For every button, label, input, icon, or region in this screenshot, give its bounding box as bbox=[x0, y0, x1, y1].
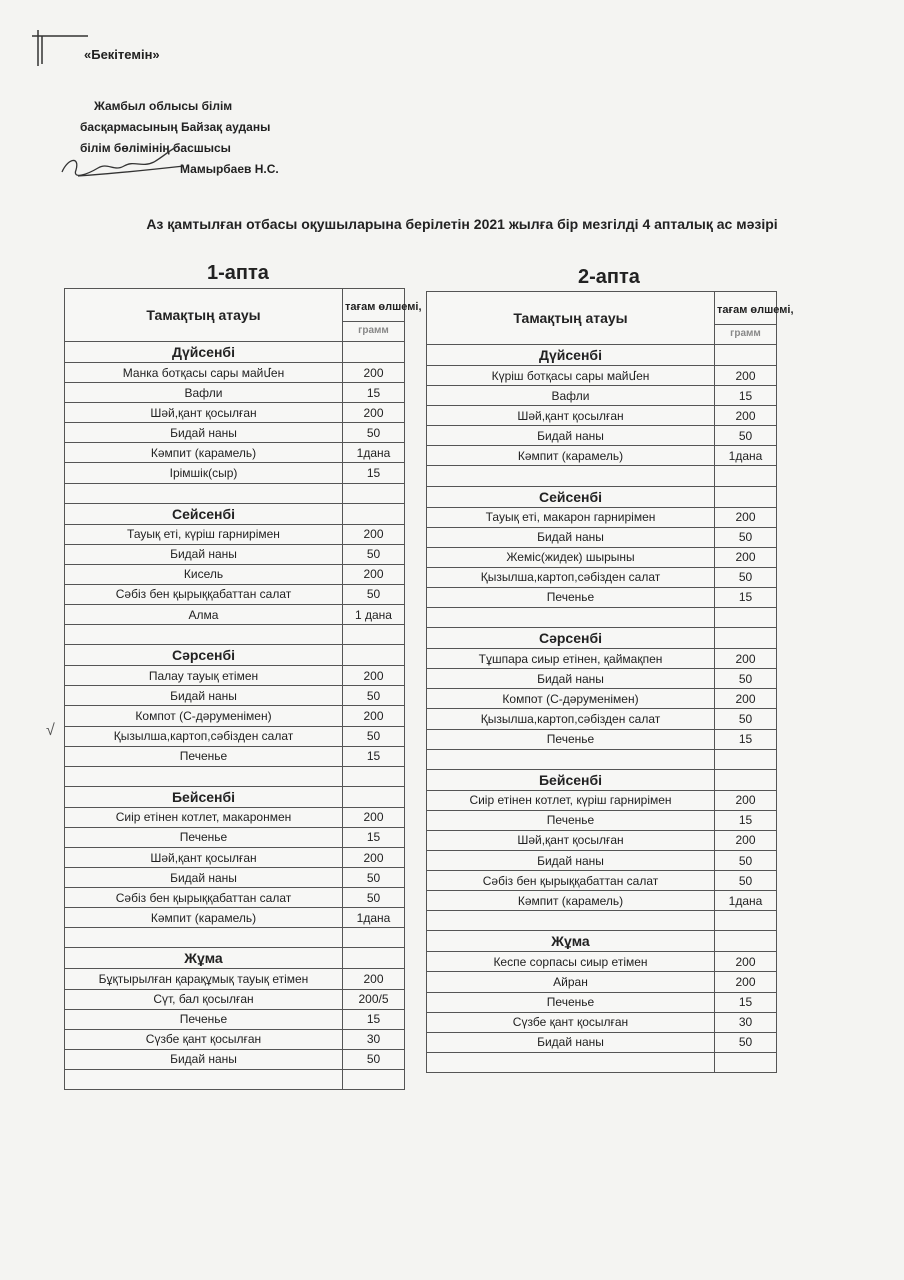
dish-name: Бидай наны bbox=[65, 544, 343, 564]
table-row bbox=[427, 649, 777, 669]
dish-qty: 15 bbox=[715, 810, 777, 830]
document-title: Аз қамтылған отбасы оқушыларына берілетін 2021 жылға бір мезгілді 4 апталық ас мәзірі bbox=[146, 216, 778, 232]
day-row bbox=[65, 503, 405, 524]
day-name: Дүйсенбі bbox=[427, 345, 715, 366]
dish-qty: 15 bbox=[715, 729, 777, 749]
empty-cell bbox=[343, 766, 405, 786]
approval-line-1: Жамбыл облысы білім bbox=[94, 99, 233, 113]
dish-name: Бидай наны bbox=[427, 669, 715, 689]
table-row bbox=[427, 587, 777, 607]
table-row bbox=[65, 443, 405, 463]
day-name: Бейсенбі bbox=[427, 769, 715, 790]
dish-name: Кеспе сорпасы сиыр етімен bbox=[427, 952, 715, 972]
dish-qty: 30 bbox=[343, 1029, 405, 1049]
dish-name: Бұқтырылған қарақұмық тауық етімен bbox=[65, 969, 343, 989]
dish-name: Бидай наны bbox=[65, 423, 343, 443]
dish-name: Бидай наны bbox=[427, 527, 715, 547]
day-row bbox=[427, 345, 777, 366]
dish-name: Печенье bbox=[427, 587, 715, 607]
dish-name: Шәй,қант қосылған bbox=[65, 403, 343, 423]
dish-qty: 200 bbox=[343, 807, 405, 827]
table-row bbox=[427, 547, 777, 567]
dish-name: Кәмпит (карамель) bbox=[427, 446, 715, 466]
day-qty-empty bbox=[343, 948, 405, 969]
day-name: Бейсенбі bbox=[65, 786, 343, 807]
corner-mark bbox=[30, 28, 90, 68]
dish-qty: 50 bbox=[343, 888, 405, 908]
table-row bbox=[427, 790, 777, 810]
table-row bbox=[65, 584, 405, 604]
dish-name: Кәмпит (карамель) bbox=[65, 908, 343, 928]
dish-name: Кисель bbox=[65, 564, 343, 584]
table-row bbox=[427, 952, 777, 972]
dish-qty: 1дана bbox=[343, 443, 405, 463]
table-row bbox=[65, 564, 405, 584]
table-row bbox=[427, 850, 777, 870]
day-qty-empty bbox=[715, 628, 777, 649]
dish-name: Манка ботқасы сары майմен bbox=[65, 363, 343, 383]
dish-qty: 50 bbox=[715, 426, 777, 446]
dish-name: Сиір етінен котлет, макаронмен bbox=[65, 807, 343, 827]
dish-qty: 50 bbox=[343, 1049, 405, 1069]
dish-qty: 15 bbox=[715, 386, 777, 406]
dish-qty: 1дана bbox=[715, 446, 777, 466]
dish-qty: 200/5 bbox=[343, 989, 405, 1009]
dish-qty: 1 дана bbox=[343, 605, 405, 625]
empty-cell bbox=[65, 928, 343, 948]
table-row bbox=[65, 1029, 405, 1049]
table-row bbox=[65, 1009, 405, 1029]
dish-name: Компот (С-дәруменімен) bbox=[65, 706, 343, 726]
dish-qty: 30 bbox=[715, 1012, 777, 1032]
approval-line-2: басқармасының Байзақ ауданы bbox=[80, 120, 271, 134]
table-row bbox=[65, 868, 405, 888]
dish-qty: 200 bbox=[343, 524, 405, 544]
table-row bbox=[427, 567, 777, 587]
day-name: Дүйсенбі bbox=[65, 342, 343, 363]
day-qty-empty bbox=[715, 769, 777, 790]
dish-name: Вафли bbox=[65, 383, 343, 403]
day-row bbox=[427, 931, 777, 952]
dish-qty: 50 bbox=[715, 709, 777, 729]
dish-name: Кәмпит (карамель) bbox=[65, 443, 343, 463]
dish-name: Бидай наны bbox=[427, 1032, 715, 1052]
column-header-name: Тамақтың атауы bbox=[65, 289, 343, 342]
empty-cell bbox=[65, 766, 343, 786]
dish-qty: 50 bbox=[715, 567, 777, 587]
dish-name: Печенье bbox=[65, 1009, 343, 1029]
dish-name: Печенье bbox=[427, 729, 715, 749]
dish-name: Тауық еті, күріш гарнирімен bbox=[65, 524, 343, 544]
day-qty-empty bbox=[343, 342, 405, 363]
dish-qty: 1дана bbox=[343, 908, 405, 928]
day-row bbox=[427, 486, 777, 507]
dish-qty: 50 bbox=[343, 868, 405, 888]
dish-qty: 200 bbox=[715, 547, 777, 567]
dish-name: Тауық еті, макарон гарнирімен bbox=[427, 507, 715, 527]
dish-name: Палау тауық етімен bbox=[65, 666, 343, 686]
table-row bbox=[65, 666, 405, 686]
dish-name: Тұшпара сиыр етінен, қаймақпен bbox=[427, 649, 715, 669]
table-row bbox=[427, 810, 777, 830]
empty-cell bbox=[343, 625, 405, 645]
table-row bbox=[65, 544, 405, 564]
dish-name: Сәбіз бен қырыққабаттан салат bbox=[427, 871, 715, 891]
table-row bbox=[65, 888, 405, 908]
dish-name: Бидай наны bbox=[65, 686, 343, 706]
table-row bbox=[427, 507, 777, 527]
table-row bbox=[427, 972, 777, 992]
day-qty-empty bbox=[715, 486, 777, 507]
dish-name: Сүт, бал қосылған bbox=[65, 989, 343, 1009]
dish-qty: 15 bbox=[715, 587, 777, 607]
dish-name: Қызылша,картоп,сәбізден салат bbox=[427, 567, 715, 587]
dish-qty: 15 bbox=[343, 827, 405, 847]
dish-name: Ірімшік(сыр) bbox=[65, 463, 343, 483]
table-row bbox=[65, 403, 405, 423]
dish-name: Бидай наны bbox=[65, 1049, 343, 1069]
day-name: Сәрсенбі bbox=[65, 645, 343, 666]
table-row bbox=[427, 729, 777, 749]
dish-qty: 200 bbox=[343, 706, 405, 726]
dish-name: Бидай наны bbox=[427, 850, 715, 870]
dish-name: Компот (С-дәруменімен) bbox=[427, 689, 715, 709]
approval-signer: Мамырбаев Н.С. bbox=[180, 162, 279, 176]
empty-cell bbox=[715, 608, 777, 628]
day-qty-empty bbox=[343, 645, 405, 666]
empty-cell bbox=[427, 749, 715, 769]
empty-cell bbox=[343, 483, 405, 503]
dish-name: Печенье bbox=[65, 827, 343, 847]
dish-name: Қызылша,картоп,сәбізден салат bbox=[65, 726, 343, 746]
dish-name: Печенье bbox=[427, 810, 715, 830]
table-row bbox=[427, 366, 777, 386]
column-header-gram: грамм bbox=[715, 324, 777, 344]
dish-name: Шәй,қант қосылған bbox=[427, 406, 715, 426]
table-row bbox=[427, 406, 777, 426]
dish-name: Бидай наны bbox=[427, 426, 715, 446]
week-1-menu-table bbox=[64, 288, 422, 1090]
dish-qty: 50 bbox=[715, 527, 777, 547]
table-row bbox=[427, 1032, 777, 1052]
dish-name: Айран bbox=[427, 972, 715, 992]
table-row bbox=[427, 669, 777, 689]
dish-qty: 50 bbox=[715, 1032, 777, 1052]
column-header-unit: тағам өлшемі, bbox=[343, 289, 405, 322]
dish-qty: 200 bbox=[715, 406, 777, 426]
dish-qty: 50 bbox=[343, 584, 405, 604]
dish-name: Алма bbox=[65, 605, 343, 625]
day-row bbox=[65, 786, 405, 807]
table-row bbox=[65, 363, 405, 383]
day-qty-empty bbox=[715, 931, 777, 952]
day-row bbox=[427, 628, 777, 649]
table-row bbox=[427, 527, 777, 547]
dish-qty: 50 bbox=[715, 669, 777, 689]
table-row bbox=[65, 969, 405, 989]
dish-name: Шәй,қант қосылған bbox=[65, 847, 343, 867]
table-row bbox=[427, 1012, 777, 1032]
dish-qty: 200 bbox=[715, 689, 777, 709]
dish-name: Сәбіз бен қырыққабаттан салат bbox=[65, 584, 343, 604]
dish-qty: 15 bbox=[343, 1009, 405, 1029]
dish-qty: 200 bbox=[715, 507, 777, 527]
day-name: Жұма bbox=[427, 931, 715, 952]
empty-cell bbox=[343, 1069, 405, 1089]
table-row bbox=[65, 908, 405, 928]
dish-name: Сүзбе қант қосылған bbox=[427, 1012, 715, 1032]
dish-qty: 50 bbox=[343, 726, 405, 746]
dish-qty: 200 bbox=[715, 952, 777, 972]
column-header-gram: грамм bbox=[343, 321, 405, 341]
table-row bbox=[65, 847, 405, 867]
dish-qty: 200 bbox=[715, 649, 777, 669]
dish-name: Печенье bbox=[65, 746, 343, 766]
empty-cell bbox=[427, 911, 715, 931]
table-row bbox=[427, 446, 777, 466]
day-name: Жұма bbox=[65, 948, 343, 969]
dish-name: Қызылша,картоп,сәбізден салат bbox=[427, 709, 715, 729]
table-row bbox=[65, 807, 405, 827]
dish-name: Күріш ботқасы сары майմен bbox=[427, 366, 715, 386]
empty-cell bbox=[427, 608, 715, 628]
table-row bbox=[65, 746, 405, 766]
empty-cell bbox=[343, 928, 405, 948]
empty-cell bbox=[65, 483, 343, 503]
table-row bbox=[427, 709, 777, 729]
dish-qty: 50 bbox=[715, 871, 777, 891]
week-1-title: 1-апта bbox=[207, 262, 269, 284]
margin-mark: √ bbox=[46, 722, 55, 739]
table-row bbox=[65, 827, 405, 847]
day-name: Сәрсенбі bbox=[427, 628, 715, 649]
week-2-title: 2-апта bbox=[578, 266, 640, 288]
dish-qty: 50 bbox=[343, 544, 405, 564]
table-row bbox=[65, 605, 405, 625]
empty-cell bbox=[715, 911, 777, 931]
dish-qty: 200 bbox=[715, 366, 777, 386]
table-row bbox=[427, 871, 777, 891]
empty-cell bbox=[427, 1052, 715, 1072]
table-row bbox=[65, 686, 405, 706]
approval-header: «Бекітемін» bbox=[84, 47, 160, 62]
table-row bbox=[65, 423, 405, 443]
table-row bbox=[427, 891, 777, 911]
dish-qty: 200 bbox=[715, 972, 777, 992]
dish-qty: 50 bbox=[715, 850, 777, 870]
column-header-unit: тағам өлшемі, bbox=[715, 292, 777, 325]
day-row bbox=[65, 645, 405, 666]
table-row bbox=[65, 706, 405, 726]
empty-cell bbox=[65, 1069, 343, 1089]
dish-name: Шәй,қант қосылған bbox=[427, 830, 715, 850]
empty-cell bbox=[715, 466, 777, 486]
day-row bbox=[427, 769, 777, 790]
dish-qty: 200 bbox=[343, 666, 405, 686]
dish-name: Вафли bbox=[427, 386, 715, 406]
dish-qty: 15 bbox=[715, 992, 777, 1012]
empty-cell bbox=[65, 625, 343, 645]
table-row bbox=[65, 989, 405, 1009]
table-row bbox=[427, 689, 777, 709]
dish-qty: 200 bbox=[343, 847, 405, 867]
approval-line-3: білім бөлімінің басшысы bbox=[80, 141, 231, 155]
day-name: Сейсенбі bbox=[65, 503, 343, 524]
dish-name: Печенье bbox=[427, 992, 715, 1012]
empty-cell bbox=[715, 1052, 777, 1072]
dish-qty: 200 bbox=[715, 830, 777, 850]
day-qty-empty bbox=[715, 345, 777, 366]
dish-qty: 200 bbox=[343, 403, 405, 423]
table-row bbox=[65, 383, 405, 403]
day-row bbox=[65, 948, 405, 969]
table-row bbox=[427, 426, 777, 446]
dish-qty: 50 bbox=[343, 686, 405, 706]
table-row bbox=[427, 992, 777, 1012]
day-qty-empty bbox=[343, 503, 405, 524]
dish-name: Бидай наны bbox=[65, 868, 343, 888]
dish-qty: 15 bbox=[343, 746, 405, 766]
dish-qty: 1дана bbox=[715, 891, 777, 911]
day-qty-empty bbox=[343, 786, 405, 807]
table-row bbox=[427, 386, 777, 406]
dish-name: Кәмпит (карамель) bbox=[427, 891, 715, 911]
table-row bbox=[65, 1049, 405, 1069]
dish-qty: 200 bbox=[715, 790, 777, 810]
dish-name: Жеміс(жидек) шырыны bbox=[427, 547, 715, 567]
table-row bbox=[65, 726, 405, 746]
empty-cell bbox=[427, 466, 715, 486]
empty-cell bbox=[715, 749, 777, 769]
dish-name: Сүзбе қант қосылған bbox=[65, 1029, 343, 1049]
dish-qty: 50 bbox=[343, 423, 405, 443]
day-name: Сейсенбі bbox=[427, 486, 715, 507]
dish-qty: 15 bbox=[343, 463, 405, 483]
dish-name: Сәбіз бен қырыққабаттан салат bbox=[65, 888, 343, 908]
dish-qty: 200 bbox=[343, 969, 405, 989]
dish-qty: 200 bbox=[343, 363, 405, 383]
dish-qty: 15 bbox=[343, 383, 405, 403]
table-row bbox=[65, 463, 405, 483]
dish-name: Сиір етінен котлет, күріш гарнирімен bbox=[427, 790, 715, 810]
day-row bbox=[65, 342, 405, 363]
column-header-name: Тамақтың атауы bbox=[427, 292, 715, 345]
table-row bbox=[427, 830, 777, 850]
dish-qty: 200 bbox=[343, 564, 405, 584]
signature bbox=[58, 140, 188, 190]
table-row bbox=[65, 524, 405, 544]
week-2-menu-table bbox=[426, 291, 794, 1073]
